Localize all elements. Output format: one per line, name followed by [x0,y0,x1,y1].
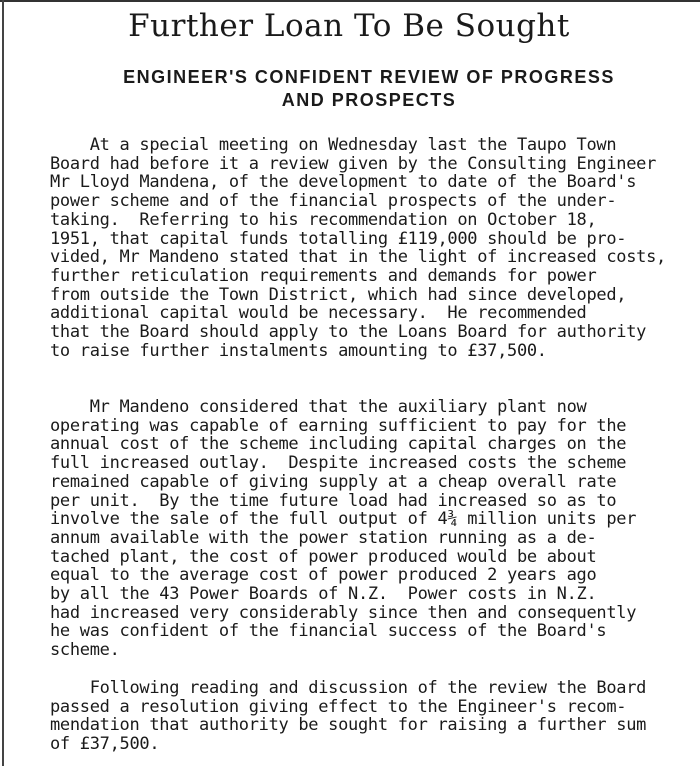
subheadline-line-1: ENGINEER'S CONFIDENT REVIEW OF PROGRESS [123,67,615,87]
article-paragraph-1: At a special meeting on Wednesday last the Taupo Town Board had before it a review given by the Consulting Engineer Mr Lloyd Mandena, of the development to date of the Board's power scheme and of the financial prospects of the under- taking. Referring to his recommendation on October 18, 1951, that capital funds totalling £119,000 should be pro- vided, Mr Mandeno stated that in the light of increased costs, further reticulation requirements and demands for power from outside the Town District, which had since developed, additional capital would be necessary. He recommended that the Board should apply to the Loans Board for authority to raise further instalments amounting to £37,500. [50,135,666,361]
left-border-rule [2,0,4,766]
subheadline-line-2: AND PROSPECTS [281,90,457,110]
article-subheadline [50,66,688,112]
article-paragraph-3: Following reading and discussion of the review the Board passed a resolution giving effect to the Engineer's recom- mendation that authority be sought for raising a further sum of £37,500. [50,678,647,755]
article-paragraph-2: Mr Mandeno considered that the auxiliary plant now operating was capable of earning sufficient to pay for the annual cost of the scheme including capital charges on the full increased outlay. Despite increased costs the scheme remained capable of giving supply at a cheap overall rate per unit. By the time future load had increased so as to involve the sale of the full output of 4¾ million units per annum available with the power station running as a de- tached plant, the cost of power produced would be about equal to the average cost of power produced 2 years ago by all the 43 Power Boards of N.Z. Power costs in N.Z. had increased very considerably since then and consequently he was confident of the financial success of the Board's scheme. [50,397,637,661]
article-headline: Further Loan To Be Sought [128,8,570,44]
